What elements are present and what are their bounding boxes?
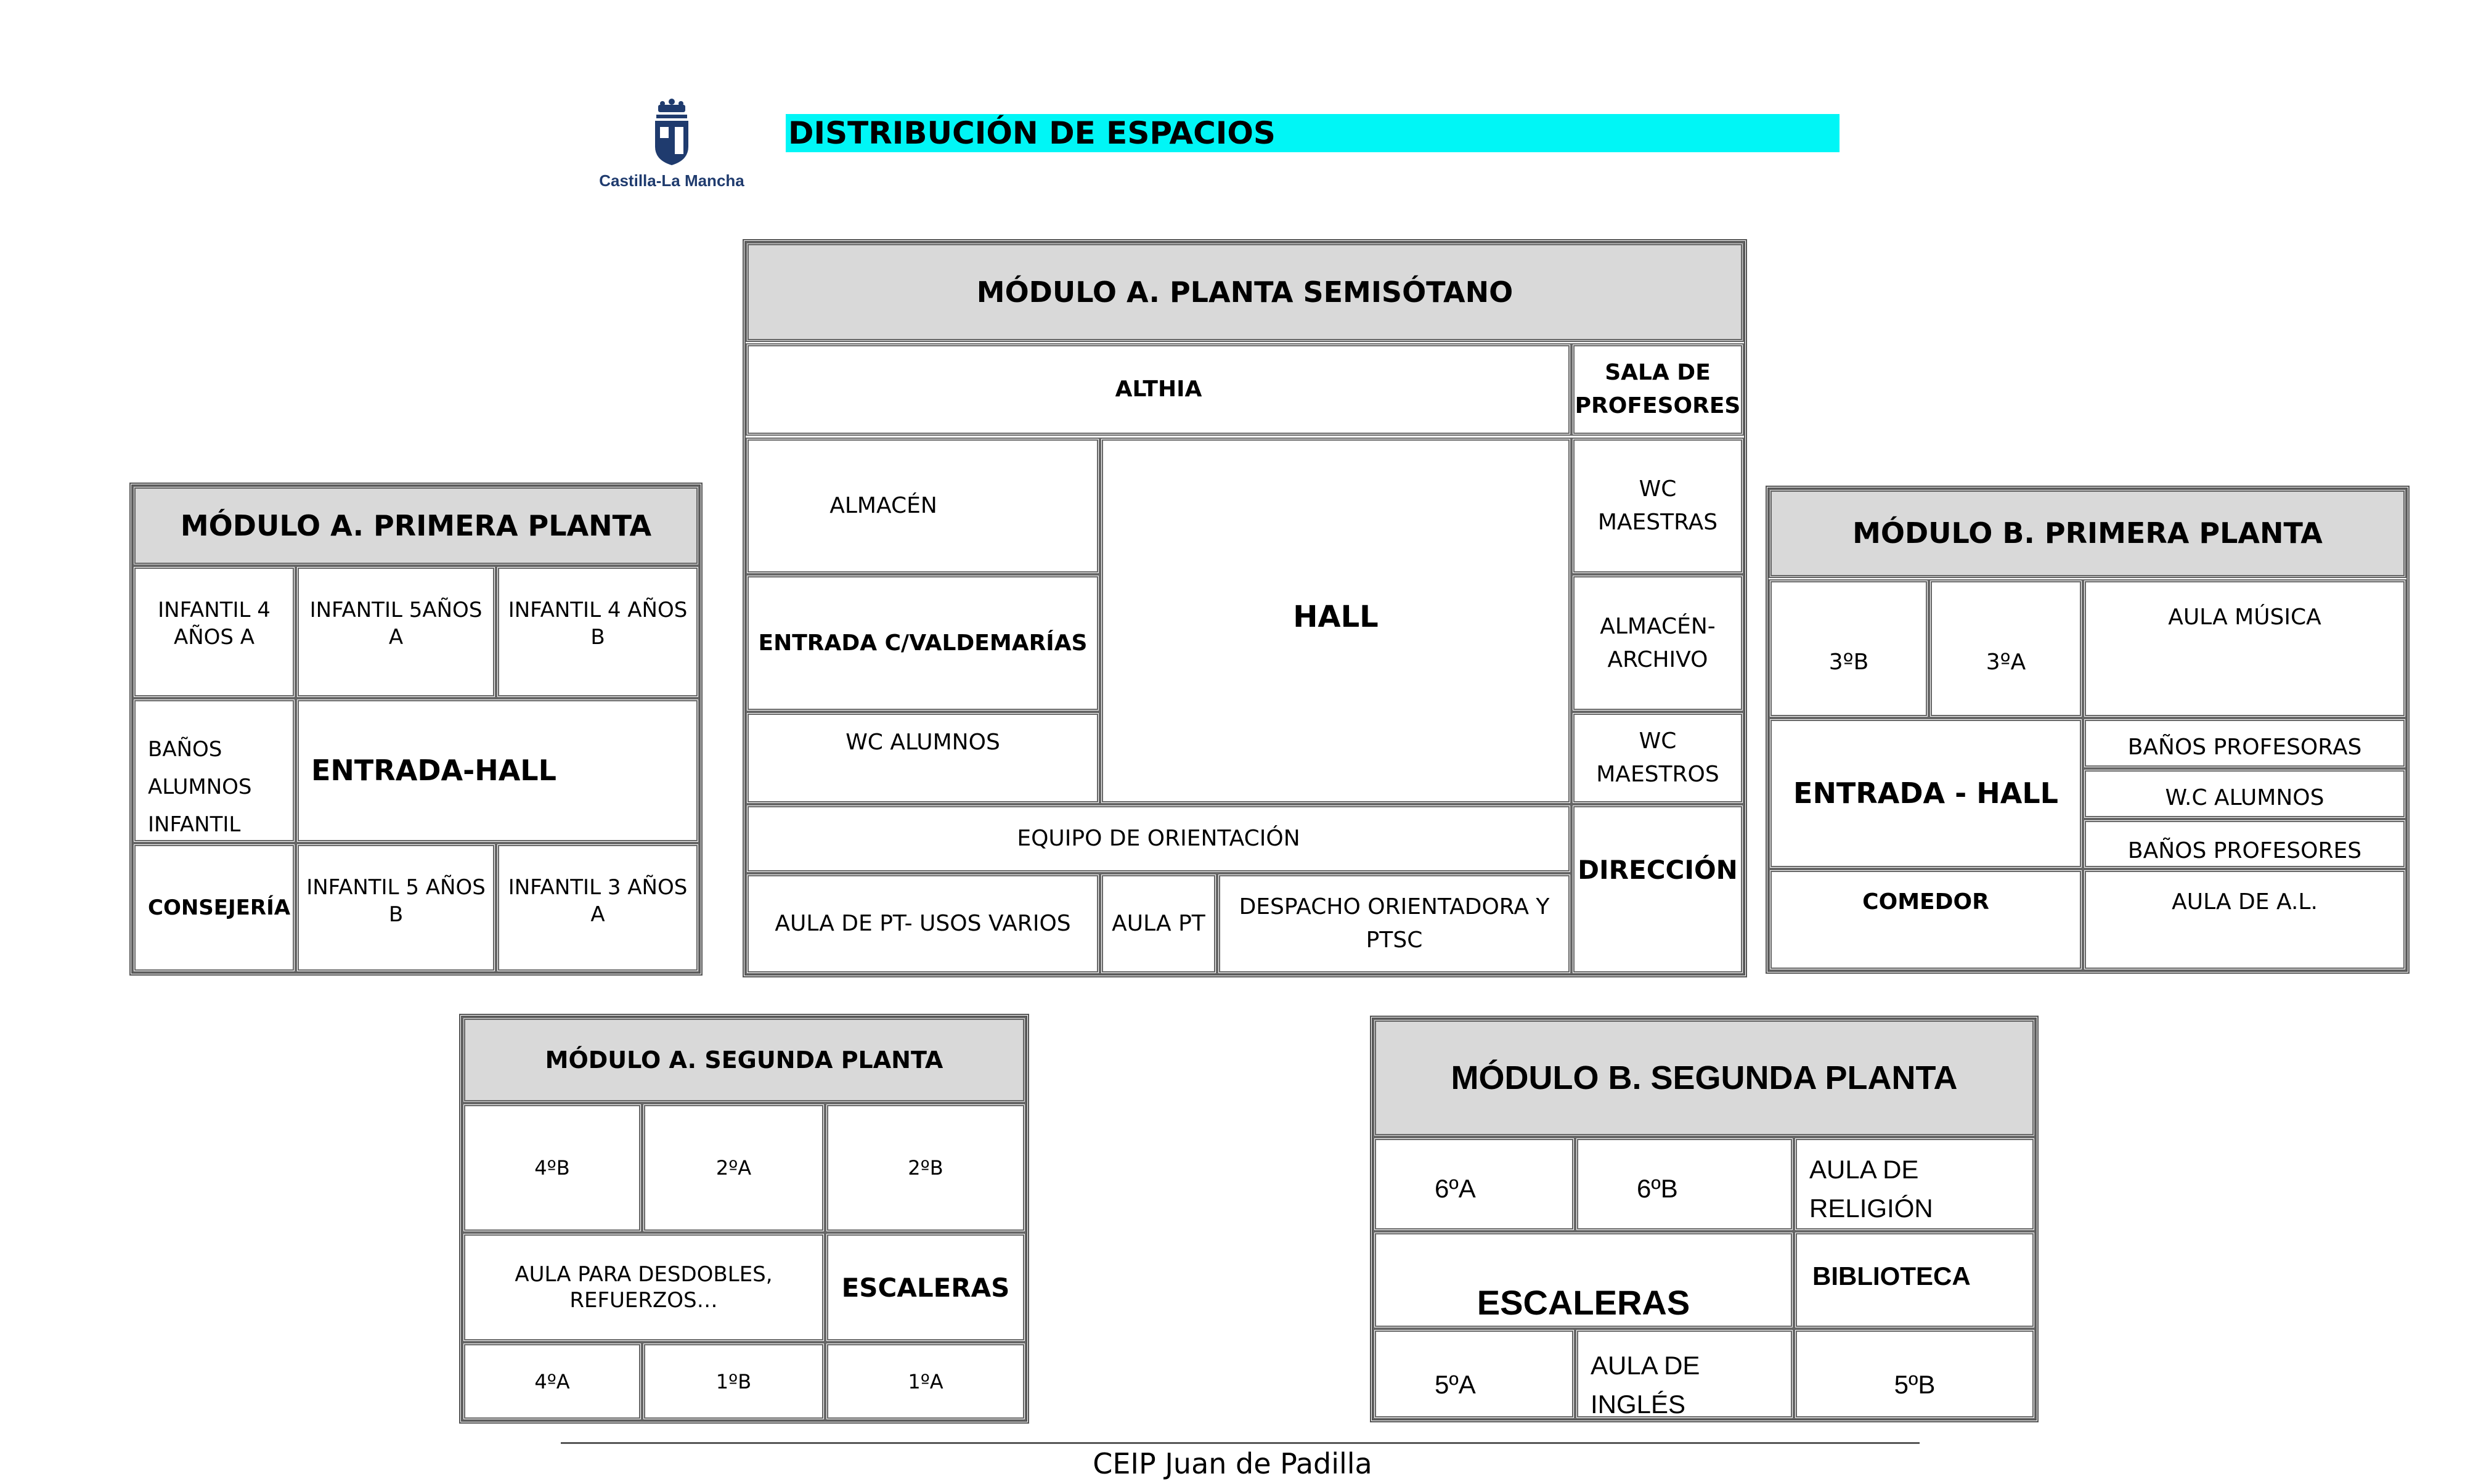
room-6b: 6ºB: [1575, 1137, 1794, 1231]
footer-divider: [561, 1442, 1920, 1444]
room-hall: HALL: [1100, 438, 1571, 804]
module-a-semisotano-title: MÓDULO A. PLANTA SEMISÓTANO: [746, 242, 1744, 342]
room-wc-alumnos: WC ALUMNOS: [746, 712, 1100, 804]
logo-text: Castilla-La Mancha: [599, 171, 744, 190]
room-escaleras-a: ESCALERAS: [825, 1233, 1026, 1342]
room-aula-pt-usos-varios: AULA DE PT- USOS VARIOS: [746, 873, 1100, 974]
room-aula-al: AULA DE A.L.: [2083, 869, 2406, 971]
room-1b: 1ºB: [642, 1342, 825, 1421]
room-despacho-orientadora: DESPACHO ORIENTADORA Y PTSC: [1217, 873, 1571, 974]
room-escaleras-b: ESCALERAS: [1373, 1231, 1794, 1329]
room-sala-profesores: SALA DE PROFESORES: [1571, 343, 1744, 436]
room-5b: 5ºB: [1794, 1329, 2035, 1419]
room-wc-maestros: WC MAESTROS: [1571, 712, 1744, 804]
castilla-la-mancha-logo: [589, 99, 755, 191]
room-2b: 2ºB: [825, 1103, 1026, 1233]
module-b-segunda-title: MÓDULO B. SEGUNDA PLANTA: [1373, 1019, 2035, 1137]
room-banos-profesoras: BAÑOS PROFESORAS: [2083, 718, 2406, 768]
room-6a: 6ºA: [1373, 1137, 1575, 1231]
room-althia: ALTHIA: [746, 343, 1571, 436]
room-3a: 3ºA: [1929, 579, 2083, 718]
room-wc-alumnos-b: W.C ALUMNOS: [2083, 768, 2406, 819]
room-almacen-archivo: ALMACÉN-ARCHIVO: [1571, 574, 1744, 712]
room-aula-pt: AULA PT: [1100, 873, 1217, 974]
room-wc-maestras: WC MAESTRAS: [1571, 438, 1744, 574]
footer-school-name: CEIP Juan de Padilla: [1093, 1447, 1372, 1480]
room-equipo-orientacion: EQUIPO DE ORIENTACIÓN: [746, 804, 1571, 873]
room-infantil-5-anos-a: INFANTIL 5AÑOS A: [296, 566, 496, 698]
room-entrada-hall-b: ENTRADA - HALL: [1769, 718, 2083, 869]
module-b-primera-title: MÓDULO B. PRIMERA PLANTA: [1769, 489, 2406, 578]
room-entrada-hall-a: ENTRADA-HALL: [296, 698, 699, 843]
room-comedor: COMEDOR: [1769, 869, 2083, 971]
room-aula-desdobles: AULA PARA DESDOBLES, REFUERZOS…: [462, 1233, 825, 1342]
module-a-segunda-title: MÓDULO A. SEGUNDA PLANTA: [462, 1017, 1026, 1103]
room-aula-musica: AULA MÚSICA: [2083, 579, 2406, 718]
room-4a: 4ºA: [462, 1342, 642, 1421]
room-3b: 3ºB: [1769, 579, 1929, 718]
module-a-primera-title: MÓDULO A. PRIMERA PLANTA: [132, 486, 699, 566]
room-aula-religion: AULA DE RELIGIÓN: [1794, 1137, 2035, 1231]
room-biblioteca: BIBLIOTECA: [1794, 1231, 2035, 1329]
room-infantil-4-anos-a: INFANTIL 4 AÑOS A: [132, 566, 296, 698]
room-1a: 1ºA: [825, 1342, 1026, 1421]
room-aula-ingles: AULA DE INGLÉS: [1575, 1329, 1794, 1419]
room-entrada-valdemarias: ENTRADA C/VALDEMARÍAS: [746, 574, 1100, 712]
room-infantil-5-anos-b: INFANTIL 5 AÑOS B: [296, 843, 496, 972]
room-banos-profesores: BAÑOS PROFESORES: [2083, 819, 2406, 869]
room-direccion: DIRECCIÓN: [1571, 804, 1744, 974]
room-infantil-4-anos-b: INFANTIL 4 AÑOS B: [496, 566, 699, 698]
room-almacen: ALMACÉN: [746, 438, 1100, 574]
room-banos-alumnos-infantil: BAÑOS ALUMNOS INFANTIL: [132, 698, 296, 843]
room-infantil-3-anos-a: INFANTIL 3 AÑOS A: [496, 843, 699, 972]
room-4b: 4ºB: [462, 1103, 642, 1233]
room-2a: 2ºA: [642, 1103, 825, 1233]
room-conserjeria: CONSEJERÍA: [132, 843, 296, 972]
room-5a: 5ºA: [1373, 1329, 1575, 1419]
page-title: DISTRIBUCIÓN DE ESPACIOS: [786, 114, 1840, 152]
